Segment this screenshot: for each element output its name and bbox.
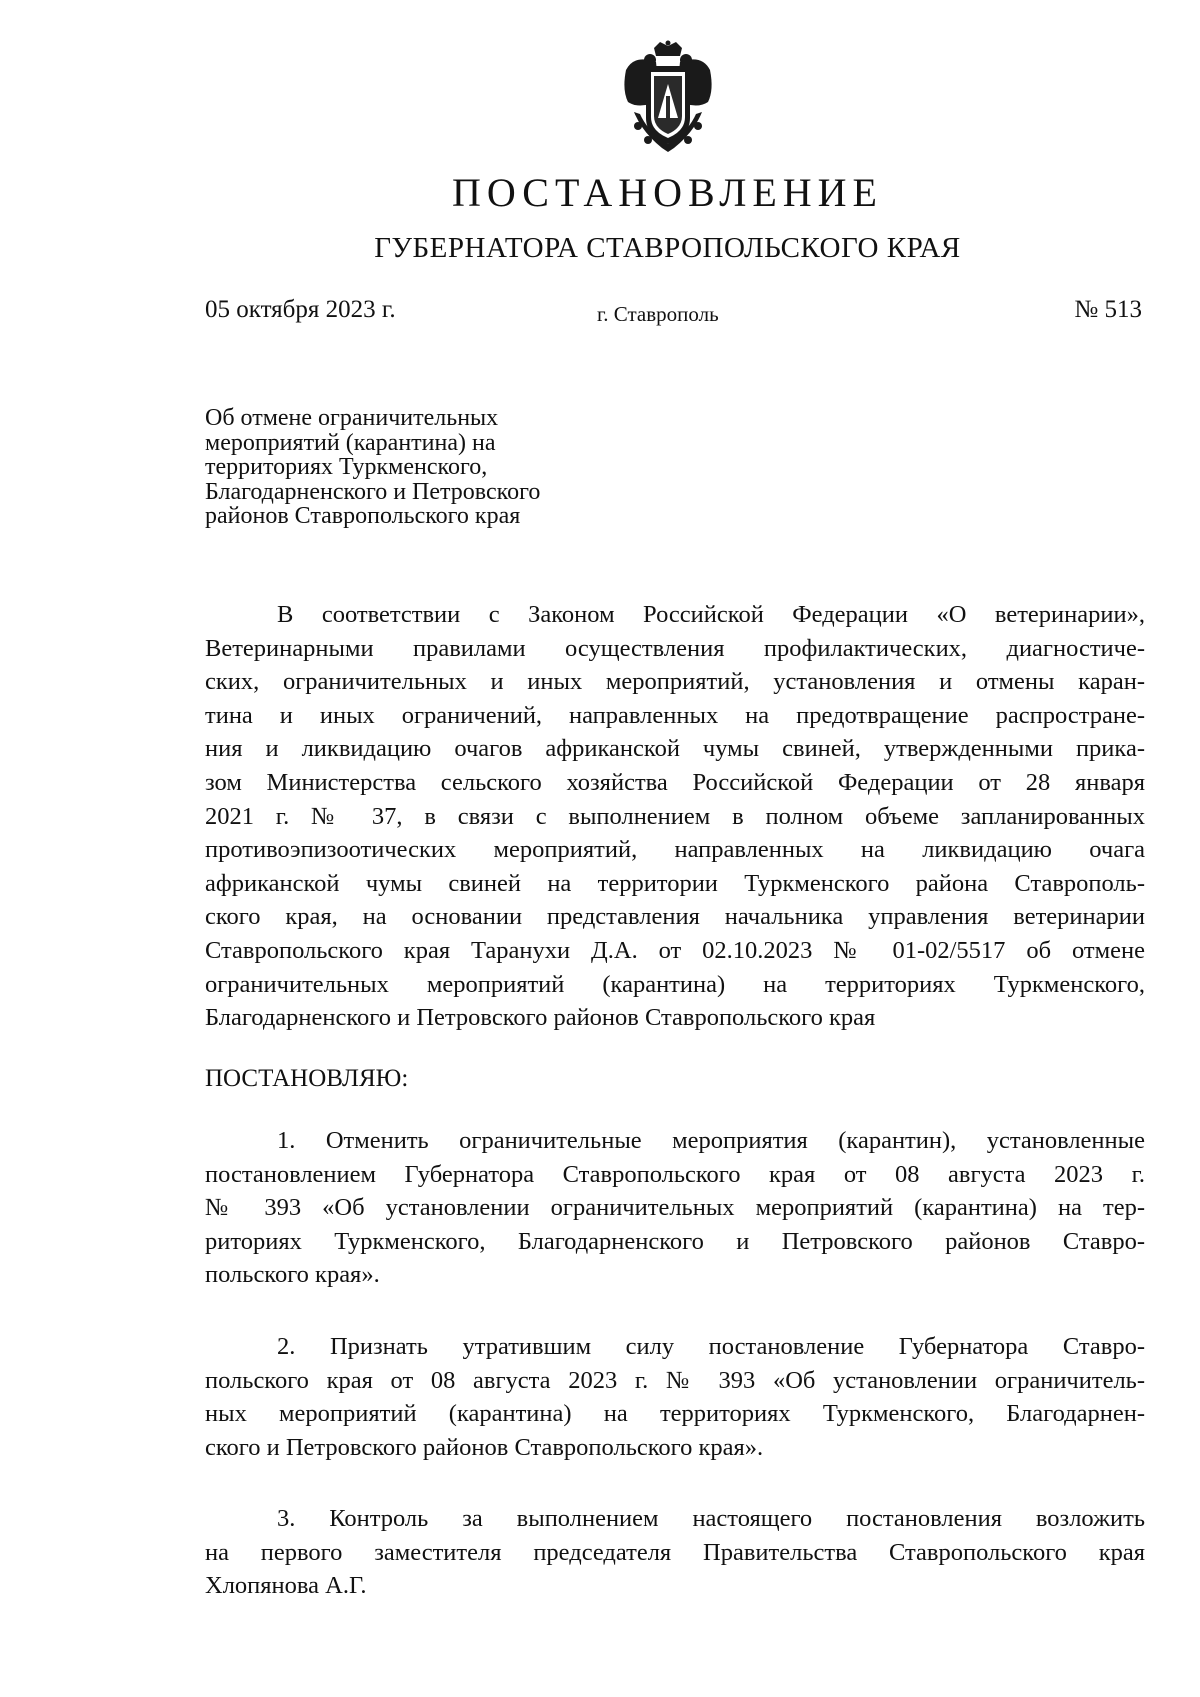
preamble-line: Ветеринарными правилами осуществления профилактических, диагностиче-: [205, 634, 1145, 662]
preamble-line: ского края, на основании представления начальника управления ветеринарии: [205, 903, 1145, 931]
preamble-line: ских, ограничительных и иных мероприятий, установления и отмены каран-: [205, 668, 1145, 696]
item-line: ных мероприятий (карантина) на территориях Туркменского, Благодарнен-: [205, 1400, 1145, 1428]
document-number: № 513: [1074, 296, 1142, 323]
document-subject: [205, 406, 625, 529]
preamble-line: ограничительных мероприятий (карантина) на территориях Туркменского,: [205, 970, 1145, 998]
item-line: на первого заместителя председателя Правительства Ставропольского края: [205, 1538, 1145, 1566]
subject-line: мероприятий (карантина) на: [205, 429, 496, 456]
preamble-line: Ставропольского края Таранухи Д.А. от 02.10.2023 № 01-02/5517 об отмене: [205, 936, 1145, 964]
document-city: г. Ставрополь: [597, 302, 719, 326]
stavropol-coat-of-arms-icon: [620, 40, 716, 155]
item-line: 1. Отменить ограничительные мероприятия (карантин), установленные: [277, 1127, 1145, 1154]
document-subtitle: ГУБЕРНАТОРА СТАВРОПОЛЬСКОГО КРАЯ: [374, 232, 961, 264]
item-line: постановлением Губернатора Ставропольского края от 08 августа 2023 г.: [205, 1160, 1145, 1188]
item-line: польского края».: [205, 1261, 380, 1289]
item-line: 3. Контроль за выполнением настоящего постановления возложить: [277, 1505, 1145, 1532]
item-line: ского и Петровского районов Ставропольского края».: [205, 1433, 764, 1461]
item-line: польского края от 08 августа 2023 г. № 393 «Об установлении ограничитель-: [205, 1366, 1145, 1394]
decree-word: ПОСТАНОВЛЯЮ:: [205, 1065, 409, 1092]
preamble-paragraph: [205, 598, 1145, 1035]
subject-line: территориях Туркменского,: [205, 454, 488, 480]
item-line: № 393 «Об установлении ограничительных мероприятий (карантина) на тер-: [205, 1194, 1145, 1222]
preamble-line: 2021 г. № 37, в связи с выполнением в полном объеме запланированных: [205, 802, 1145, 830]
preamble-line: зом Министерства сельского хозяйства Российской Федерации от 28 января: [205, 768, 1145, 796]
decree-item-3: [205, 1502, 1145, 1603]
preamble-line: африканской чумы свиней на территории Туркменского района Ставрополь-: [205, 869, 1145, 897]
item-line: риториях Туркменского, Благодарненского и Петровского районов Ставро-: [205, 1227, 1145, 1255]
preamble-line: ния и ликвидацию очагов африканской чумы свиней, утвержденными прика-: [205, 735, 1145, 763]
preamble-line: противоэпизоотических мероприятий, направленных на ликвидацию очага: [205, 836, 1145, 864]
document-date: 05 октября 2023 г.: [205, 296, 396, 323]
subject-line: Об отмене ограничительных: [205, 405, 499, 431]
subject-line: Благодарненского и Петровского: [205, 478, 541, 505]
item-line: 2. Признать утратившим силу постановление Губернатора Ставро-: [277, 1333, 1145, 1360]
decree-item-1: [205, 1124, 1145, 1292]
subject-line: районов Ставропольского края: [205, 503, 521, 529]
preamble-line: тина и иных ограничений, направленных на предотвращение распростране-: [205, 701, 1145, 729]
document-title: ПОСТАНОВЛЕНИЕ: [452, 170, 883, 215]
preamble-line: Благодарненского и Петровского районов Ставропольского края: [205, 1004, 876, 1032]
preamble-line: В соответствии с Законом Российской Федерации «О ветеринарии»,: [277, 601, 1145, 628]
decree-item-2: [205, 1330, 1145, 1464]
item-line: Хлопянова А.Г.: [205, 1572, 367, 1600]
